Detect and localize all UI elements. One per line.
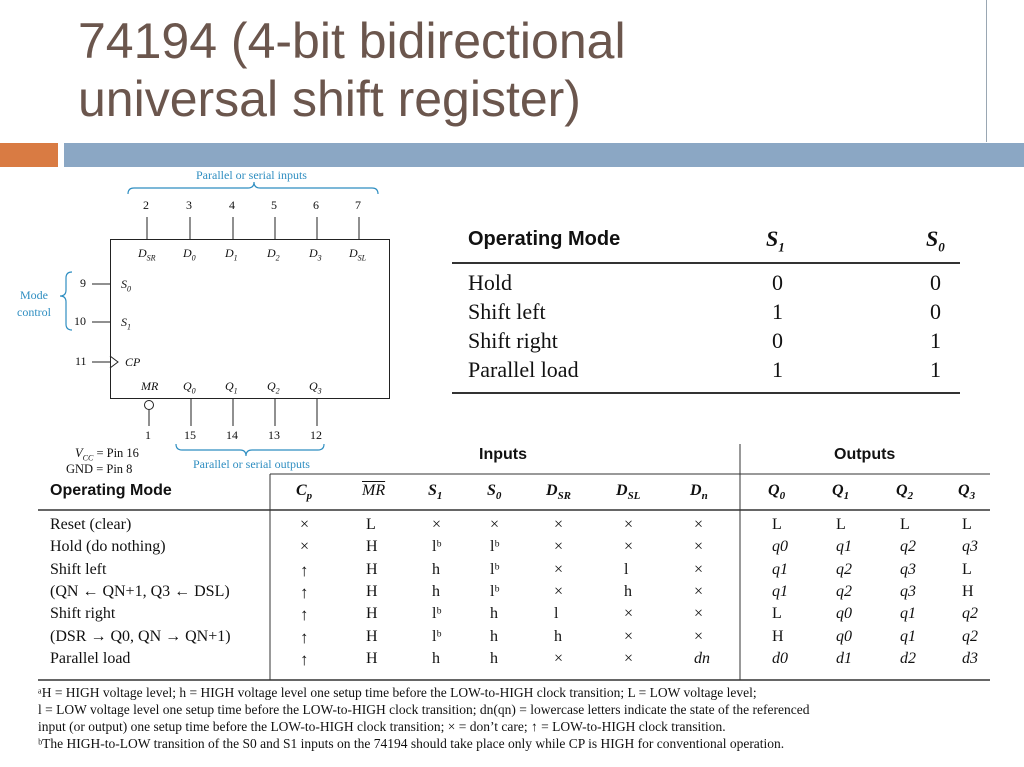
slide-title: 74194 (4-bit bidirectional universal shift register): [78, 13, 626, 127]
cell-q0: q1: [772, 582, 788, 600]
mode-row: [452, 299, 960, 328]
sig-cp: CP: [125, 355, 141, 369]
cell-mr: H: [366, 538, 378, 556]
cell-s1: ×: [432, 516, 442, 533]
cell-dsr: ×: [554, 516, 564, 533]
cell-mr: L: [366, 516, 376, 533]
cell-s1: lᵇ: [432, 605, 442, 623]
sig-q0: $Q_0$: [183, 379, 196, 396]
cell-s0: h: [490, 605, 498, 623]
ic-body: [110, 239, 390, 399]
cell-q1: q0: [836, 627, 852, 645]
header-q0: $Q_0$: [768, 482, 786, 503]
cell-dsl: ×: [624, 538, 634, 556]
pin-9: 9: [80, 276, 86, 290]
cell-q3: q2: [962, 627, 978, 645]
footnote-line: ᵃH = HIGH voltage level; h = HIGH voltage level one setup time before the LOW-to-HIGH clock transition; L = LOW voltage level;: [38, 685, 757, 700]
mode-s1: 0: [772, 270, 783, 295]
cell-q0: q0: [772, 538, 788, 556]
sig-q3: $Q_3$: [309, 379, 322, 396]
sig-q1: $Q_1$: [225, 379, 238, 396]
cell-dsl: ×: [624, 516, 634, 533]
pin-12: 12: [310, 428, 322, 442]
cell-q0: H: [772, 627, 784, 645]
mode-label: Mode: [20, 288, 48, 302]
pin-13: 13: [268, 428, 280, 442]
pin-3: 3: [186, 198, 192, 212]
cell-dsl: ×: [624, 649, 634, 667]
cell-q1: q0: [836, 605, 852, 623]
sig-mr: MR: [141, 379, 159, 393]
footnote-line: input (or output) one setup time before the LOW-to-HIGH clock transition; × = don’t care; ↑ = LOW-to-HIGH clock transition.: [38, 719, 726, 734]
cell-cp: ↑: [300, 649, 309, 669]
cell-dn: ×: [694, 582, 704, 600]
vertical-rule: [986, 0, 987, 142]
cell-mode: Shift left: [50, 560, 107, 578]
mode-s1: 0: [772, 328, 783, 353]
cell-q2: q3: [900, 582, 916, 600]
mode-name: Hold: [468, 270, 512, 295]
header-dsl: $D_{SL}$: [616, 482, 641, 503]
cell-mode: Parallel load: [50, 649, 131, 667]
mode-table-bottom-rule: [452, 386, 960, 394]
cell-q1: q2: [836, 582, 852, 600]
pin-4: 4: [229, 198, 235, 212]
cell-s0: lᵇ: [490, 582, 500, 600]
cell-dsr: h: [554, 627, 562, 645]
pin-15: 15: [184, 428, 196, 442]
group-outputs: Outputs: [834, 446, 896, 463]
mode-s0: 0: [930, 270, 941, 295]
mode-name: Shift right: [468, 328, 558, 353]
mode-row: [452, 328, 960, 357]
mode-s0: 0: [930, 299, 941, 324]
cell-s0: h: [490, 627, 498, 645]
sig-d2: $D_2$: [267, 246, 280, 263]
mode-table-header: [452, 224, 960, 264]
pin-14: 14: [226, 428, 238, 442]
cell-cp: ↑: [300, 560, 309, 580]
mode-s0: 1: [930, 328, 941, 353]
cell-q2: q2: [900, 538, 916, 556]
sig-dsr: $D_{SR}$: [138, 246, 156, 263]
mode-header-label: Operating Mode: [468, 228, 621, 250]
mode-table: [452, 224, 960, 394]
pin-7: 7: [355, 198, 361, 212]
cell-dsr: ×: [554, 560, 564, 578]
mode-name: Parallel load: [468, 357, 579, 382]
pin-2: 2: [143, 198, 149, 212]
footnote-line: ᵇThe HIGH-to-LOW transition of the S0 and S1 inputs on the 74194 should take place only while CP is HIGH for conventional operation.: [38, 736, 785, 751]
cell-mode: (QN ← QN+1, Q3 ← DSL): [50, 582, 230, 600]
sig-dsl: $D_{SL}$: [349, 246, 367, 263]
mode-row: [452, 270, 960, 299]
cell-q1: q1: [836, 538, 852, 556]
header-dn: $D_n$: [690, 482, 708, 503]
cell-q0: L: [772, 516, 782, 533]
mode-s1: 1: [772, 299, 783, 324]
cell-mr: H: [366, 627, 378, 645]
cell-q2: q1: [900, 627, 916, 645]
cell-cp: ×: [300, 516, 310, 533]
cell-mr: H: [366, 649, 378, 667]
cell-q3: d3: [962, 649, 978, 667]
function-table-lines: [0, 440, 1024, 690]
pin-1: 1: [145, 428, 151, 442]
cell-dn: ×: [694, 560, 704, 578]
cell-mode: Hold (do nothing): [50, 538, 166, 556]
cell-mode: (DSR → Q0, QN → QN+1): [50, 627, 231, 645]
cell-mr: H: [366, 560, 378, 578]
sig-s1: $S_1$: [121, 315, 131, 332]
cell-cp: ×: [300, 538, 310, 556]
sig-d1: $D_1$: [225, 246, 238, 263]
gnd-note: GND = Pin 8: [66, 462, 133, 476]
cell-dsr: ×: [554, 582, 564, 600]
control-label: control: [17, 305, 51, 319]
cell-cp: ↑: [300, 627, 309, 647]
cell-dsl: ×: [624, 605, 634, 623]
cell-q3: L: [962, 560, 972, 578]
group-inputs: Inputs: [479, 446, 527, 463]
header-s1: $S_1$: [428, 482, 443, 503]
cell-dsr: l: [554, 605, 559, 623]
mode-s1: 1: [772, 357, 783, 382]
header-s0: $S_0$: [487, 482, 502, 503]
inputs-label: Parallel or serial inputs: [196, 168, 307, 182]
header-operating-mode: Operating Mode: [50, 482, 172, 499]
cell-q3: q2: [962, 605, 978, 623]
header-q3: $Q_3$: [958, 482, 976, 503]
mode-row: [452, 357, 960, 386]
pin-10: 10: [74, 314, 86, 328]
sig-d3: $D_3$: [309, 246, 322, 263]
cell-q0: q1: [772, 560, 788, 578]
sig-q2: $Q_2$: [267, 379, 280, 396]
cell-q3: H: [962, 582, 974, 600]
cell-dn: ×: [694, 516, 704, 533]
cell-s0: lᵇ: [490, 538, 500, 556]
header-mr: $\overline{MR}$: [362, 482, 386, 499]
cell-q0: d0: [772, 649, 788, 667]
mode-s0: 1: [930, 357, 941, 382]
cell-q2: L: [900, 516, 910, 533]
cell-q2: d2: [900, 649, 916, 667]
cell-q3: L: [962, 516, 972, 533]
cell-dn: ×: [694, 538, 704, 556]
cell-q0: L: [772, 605, 782, 623]
cell-dsl: l: [624, 560, 629, 578]
header-dsr: $D_{SR}$: [546, 482, 572, 503]
header-q1: $Q_1$: [832, 482, 850, 503]
cell-s1: lᵇ: [432, 538, 442, 556]
cell-q1: d1: [836, 649, 852, 667]
cell-s1: h: [432, 582, 440, 600]
pin-5: 5: [271, 198, 277, 212]
mode-name: Shift left: [468, 299, 546, 324]
cell-q2: q3: [900, 560, 916, 578]
cell-cp: ↑: [300, 582, 309, 602]
cell-dsl: h: [624, 582, 632, 600]
cell-s0: h: [490, 649, 498, 667]
pin-6: 6: [313, 198, 319, 212]
cell-s0: lᵇ: [490, 560, 500, 578]
cell-dsl: ×: [624, 627, 634, 645]
cell-s0: ×: [490, 516, 500, 533]
cell-dsr: ×: [554, 649, 564, 667]
header-cp: $C_p$: [296, 482, 313, 503]
cell-cp: ↑: [300, 605, 309, 625]
sig-d0: $D_0$: [183, 246, 196, 263]
cell-mode: Shift right: [50, 605, 116, 623]
mode-header-s0: $S_0$: [926, 226, 945, 255]
cell-q1: q2: [836, 560, 852, 578]
cell-q1: L: [836, 516, 846, 533]
cell-s1: h: [432, 560, 440, 578]
outputs-label: Parallel or serial outputs: [193, 457, 310, 471]
cell-mr: H: [366, 605, 378, 623]
cell-mr: H: [366, 582, 378, 600]
cell-dn: ×: [694, 627, 704, 645]
vcc-note: $V_{CC}$ = Pin 16: [75, 446, 139, 463]
footnote-line: l = LOW voltage level one setup time before the LOW-to-HIGH clock transition; dn(qn) = lowercase letters indicate the state of the referenced: [38, 702, 810, 717]
cell-q2: q1: [900, 605, 916, 623]
cell-q3: q3: [962, 538, 978, 556]
cell-mode: Reset (clear): [50, 516, 132, 533]
pin-11: 11: [75, 354, 87, 368]
cell-dsr: ×: [554, 538, 564, 556]
cell-dn: ×: [694, 605, 704, 623]
cell-s1: h: [432, 649, 440, 667]
sig-s0: $S_0$: [121, 277, 131, 294]
footnotes: [38, 684, 998, 752]
header-q2: $Q_2$: [896, 482, 914, 503]
cell-s1: lᵇ: [432, 627, 442, 645]
cell-dn: dn: [694, 649, 710, 667]
mode-header-s1: $S_1$: [766, 226, 785, 255]
